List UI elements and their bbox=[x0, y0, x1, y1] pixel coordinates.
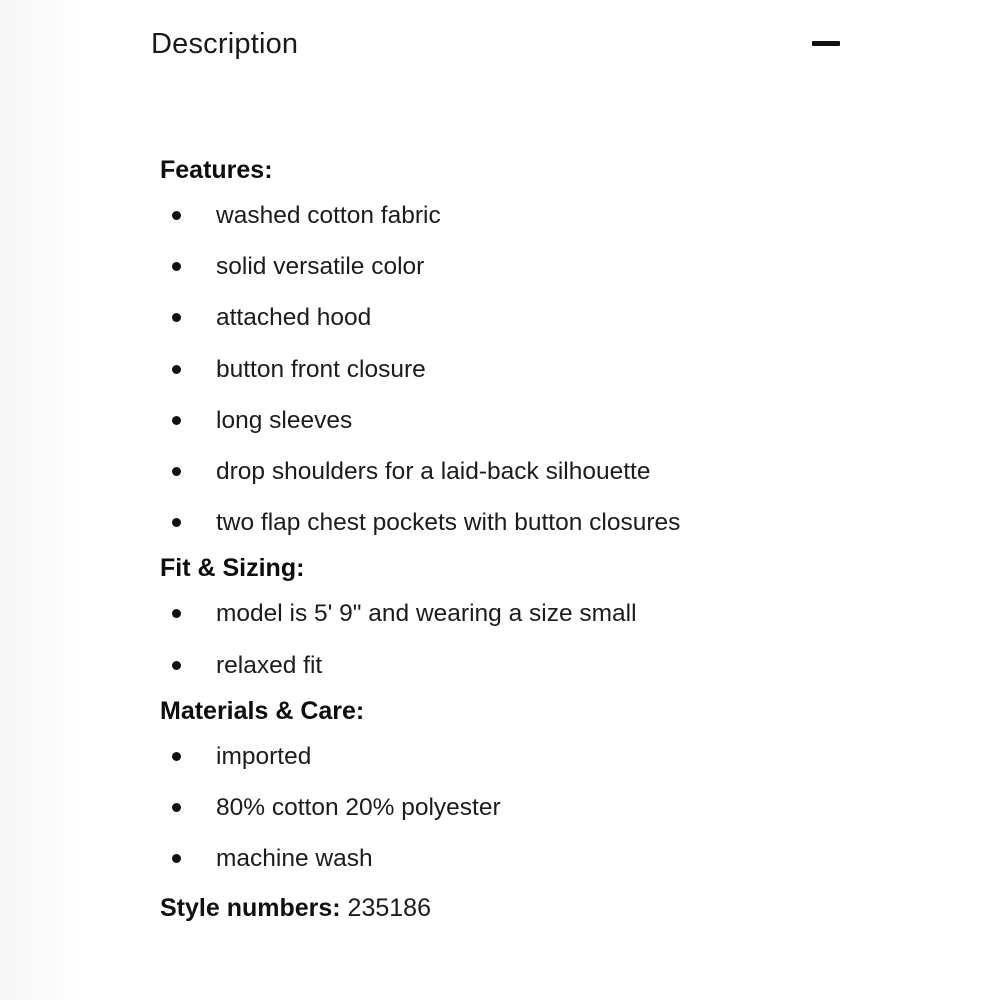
fit-sizing-list bbox=[160, 588, 920, 690]
bullet-icon bbox=[172, 467, 181, 476]
bullet-icon bbox=[172, 661, 181, 670]
description-content bbox=[160, 150, 920, 928]
bullet-icon bbox=[172, 609, 181, 618]
accordion-title: Description bbox=[151, 28, 299, 60]
style-numbers-value: 235186 bbox=[340, 894, 431, 923]
list-item bbox=[160, 640, 920, 691]
list-item bbox=[160, 731, 920, 782]
bullet-icon bbox=[172, 416, 181, 425]
bullet-icon bbox=[172, 518, 181, 527]
list-item bbox=[160, 292, 920, 343]
list-item-text: machine wash bbox=[216, 845, 373, 873]
list-item-text: solid versatile color bbox=[216, 253, 425, 281]
style-numbers-label: Style numbers: bbox=[160, 894, 341, 923]
list-item bbox=[160, 497, 920, 548]
list-item bbox=[160, 588, 920, 639]
list-item-text: relaxed fit bbox=[216, 651, 323, 679]
list-item bbox=[160, 190, 920, 241]
minus-icon[interactable] bbox=[812, 41, 840, 46]
bullet-icon bbox=[172, 262, 181, 271]
list-item-text: attached hood bbox=[216, 304, 372, 332]
list-item-text: imported bbox=[216, 742, 312, 770]
features-heading: Features: bbox=[160, 156, 273, 184]
list-item-text: 80% cotton 20% polyester bbox=[216, 793, 501, 821]
list-item-text: two flap chest pockets with button closures bbox=[216, 509, 681, 537]
bullet-icon bbox=[172, 752, 181, 761]
list-item bbox=[160, 833, 920, 884]
bullet-icon bbox=[172, 365, 181, 374]
list-item-text: washed cotton fabric bbox=[216, 202, 441, 229]
fit-sizing-heading: Fit & Sizing: bbox=[160, 554, 305, 583]
list-item-text: long sleeves bbox=[216, 406, 353, 434]
materials-care-heading: Materials & Care: bbox=[160, 696, 365, 725]
bullet-icon bbox=[172, 854, 181, 863]
list-item bbox=[160, 395, 920, 446]
list-item bbox=[160, 344, 920, 395]
features-list bbox=[160, 190, 920, 548]
materials-care-list bbox=[160, 731, 920, 885]
list-item bbox=[160, 782, 920, 833]
materials-care-section bbox=[160, 691, 920, 885]
description-accordion-header[interactable] bbox=[151, 22, 851, 66]
bullet-icon bbox=[172, 803, 181, 812]
style-numbers bbox=[160, 888, 920, 928]
list-item-text: model is 5' 9" and wearing a size small bbox=[216, 600, 637, 628]
list-item bbox=[160, 446, 920, 497]
bullet-icon bbox=[172, 313, 181, 322]
list-item bbox=[160, 241, 920, 292]
fit-sizing-section bbox=[160, 548, 920, 690]
list-item-text: drop shoulders for a laid-back silhouette bbox=[216, 457, 651, 485]
list-item-text: button front closure bbox=[216, 355, 426, 383]
bullet-icon bbox=[172, 211, 181, 220]
features-section bbox=[160, 150, 920, 548]
